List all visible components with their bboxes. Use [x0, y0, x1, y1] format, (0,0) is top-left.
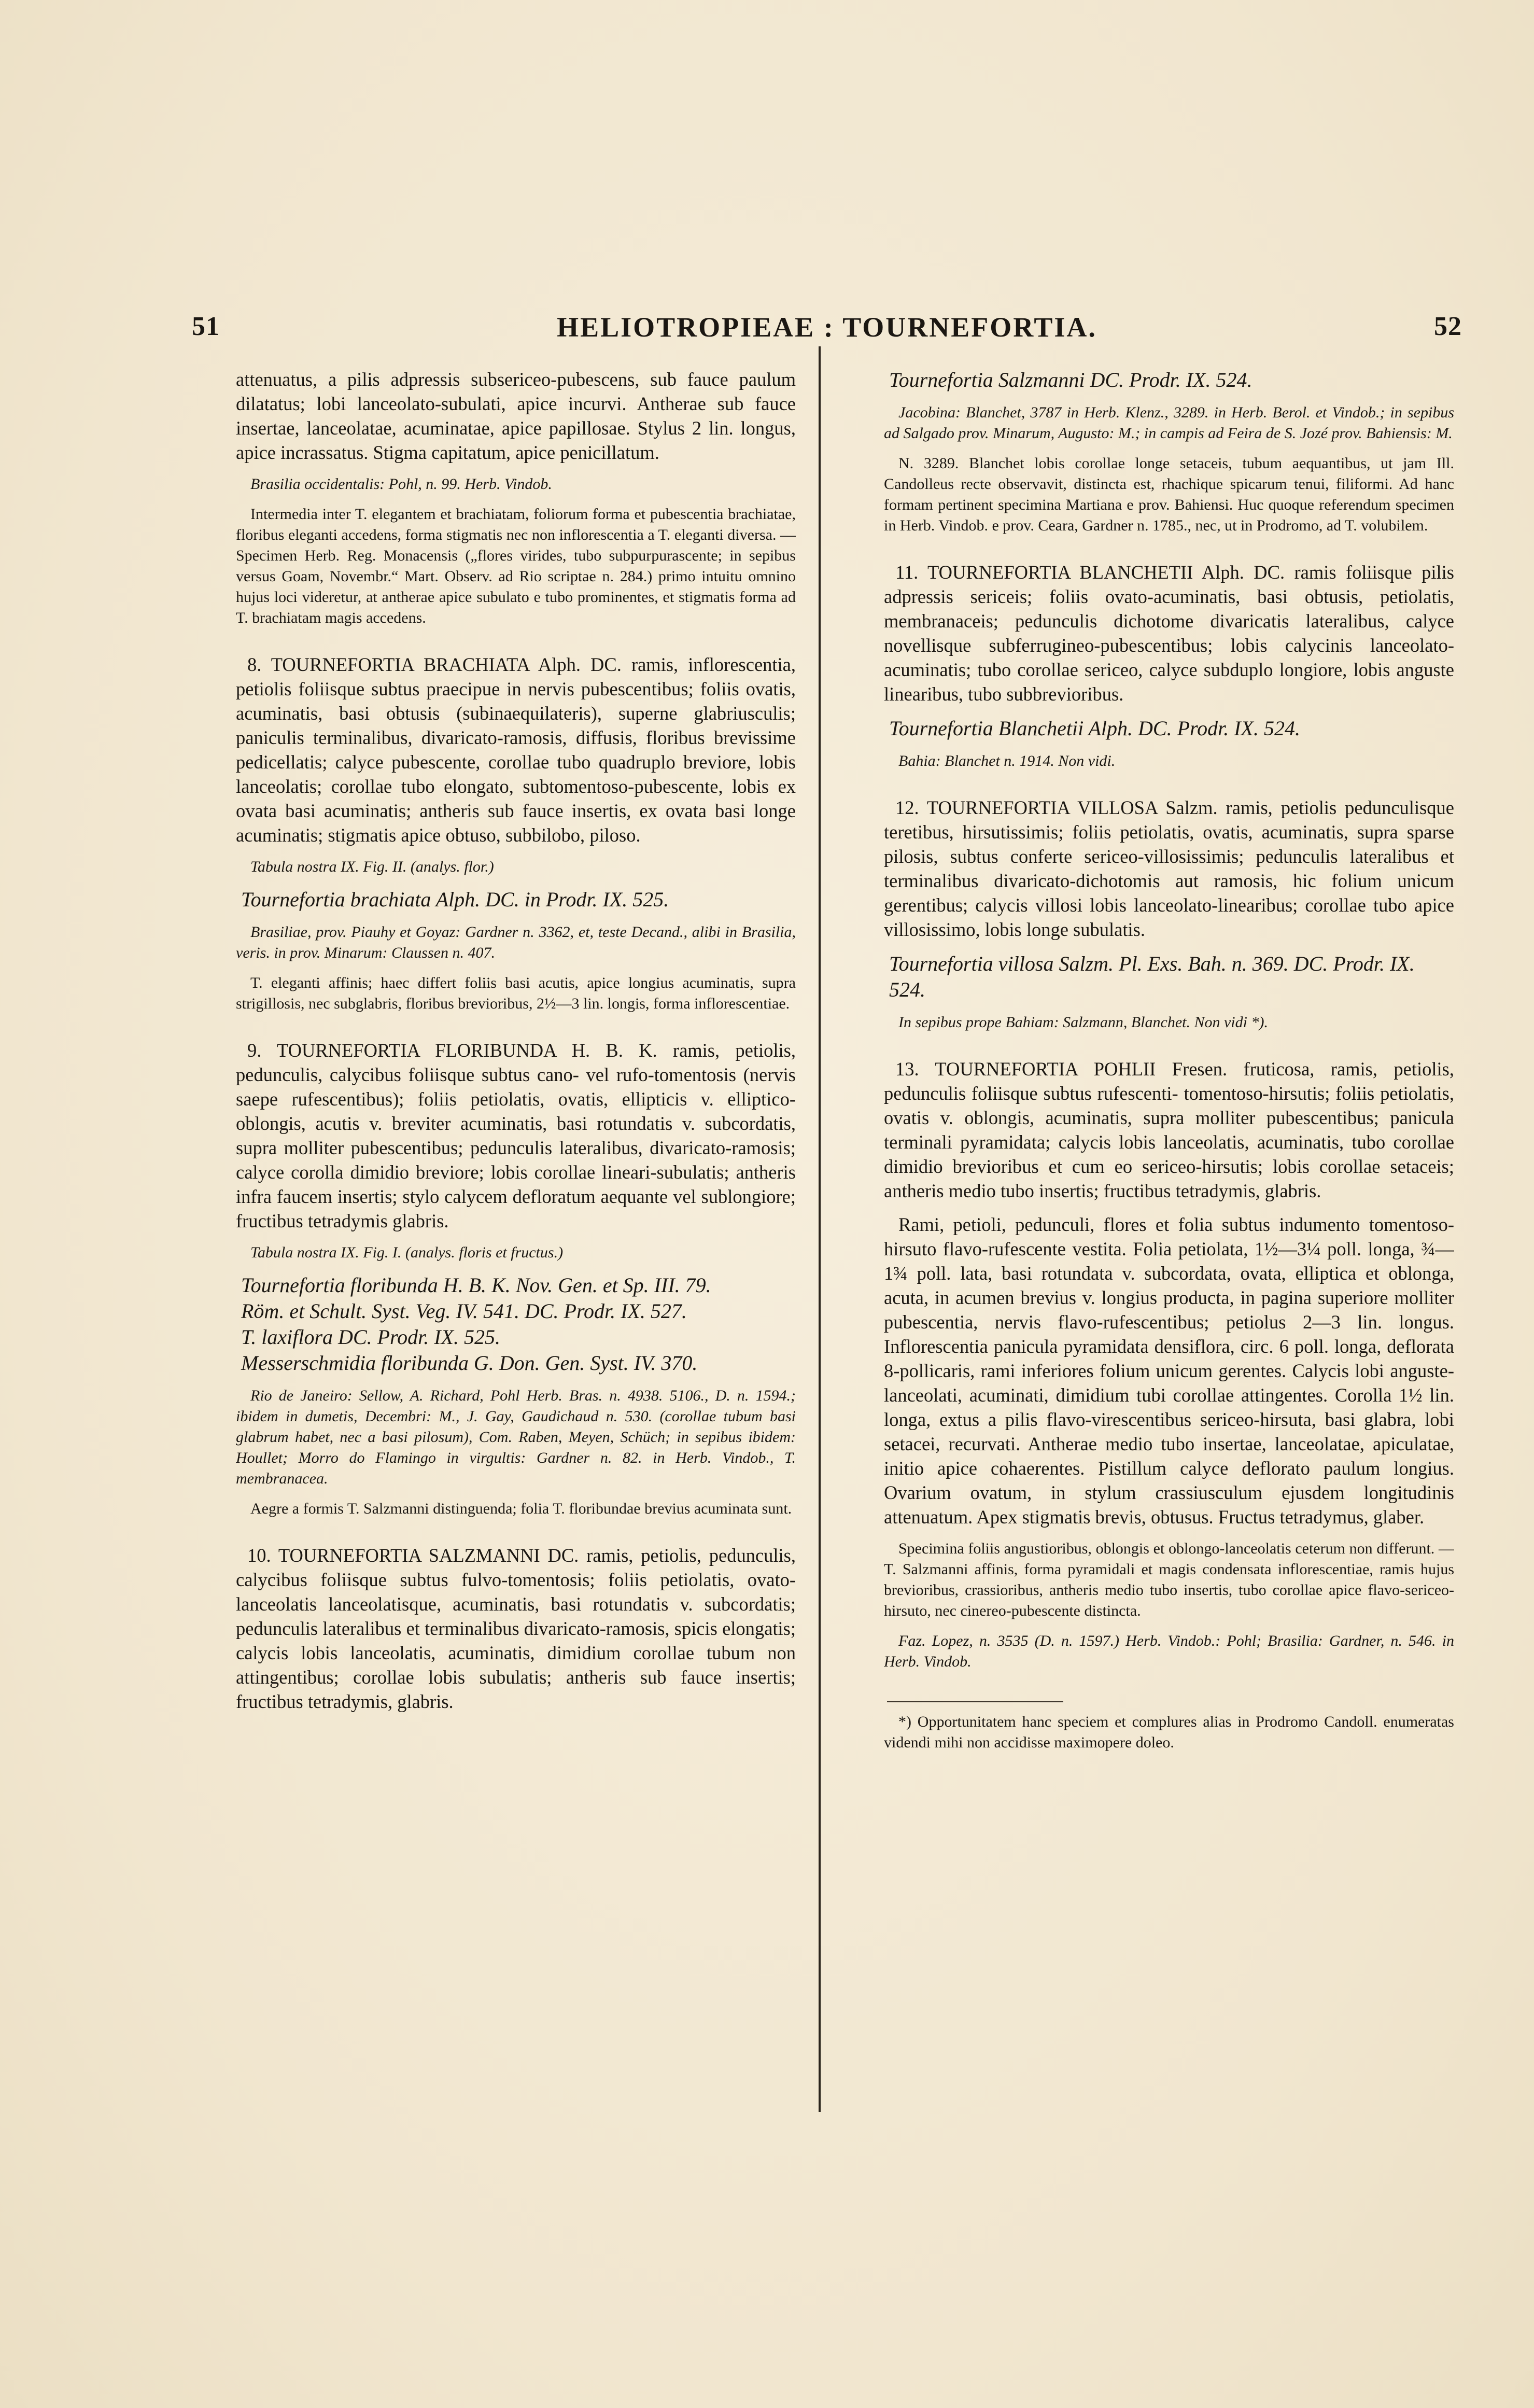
species-diagnosis: 10. TOURNEFORTIA SALZMANNI DC. ramis, petiolis, pedunculis, calycibus foliisque subtus fulvo-tomentosis; foliis petiolatis, ovato-lanceolatis lanceolatisque, acuminatis, basi rotundatis v. subcordatis; pedunculis lateralibus et terminalibus divaricato-ramosis, spicis elongatis; calycis lobis lanceolatis, acuminatis, dimidium corollae tubum non attingentibus; corollae lobis subulatis; antheris sub fauce insertis; fructibus tetradymis, glabris. [236, 1545, 796, 1712]
species-diagnosis: 12. TOURNEFORTIA VILLOSA Salzm. ramis, petiolis pedunculisque teretibus, hirsutissimis; foliis petiolatis, ovatis, acuminatis, supra sparse pilosis, subtus conferte sericeo-villosissimis; pedunculis lateralibus et terminalibus divaricato-dichotomis aut ramosis, hic folium unicum gerentibus; calycis villosi lobis lanceolato-linearibus; corollae tubo apice villosissimo, lobis longe subulatis. [884, 797, 1454, 940]
species-diagnosis: 13. TOURNEFORTIA POHLII Fresen. fruticosa, ramis, petiolis, pedunculis foliisque subtus rufescenti- tomentoso-hirsutis; foliis petiolatis, ovatis v. oblongis, acuminatis, supra molliter pubescentibus; panicula terminali pyramidata; calycis lobis lanceolatis, acuminatis, tubo corollae dimidio brevioribus et cum eo sericeo-hirsutis; lobis corollae setaceis; antheris medio tubo insertis; fructibus tetradymis, glabris. [884, 1058, 1454, 1201]
species-entry-11 [884, 560, 1454, 772]
synonym-citation: Röm. et Schult. Syst. Veg. IV. 541. DC. Prodr. IX. 527. [241, 1299, 687, 1323]
species-note: Aegre a formis T. Salzmanni distinguenda; folia T. floribundae brevius acuminata sunt. [250, 1500, 792, 1517]
intro-locality: Brasilia occidentalis: Pohl, n. 99. Herb. Vindob. [250, 475, 552, 493]
species-locality: Jacobina: Blanchet, 3787 in Herb. Klenz., 3289. in Herb. Berol. et Vindob.; in sepibus ad Salgado prov. Minarum, Augusto: M.; in campis ad Feira de S. Jozé prov. Bahiensis: M. [884, 404, 1454, 442]
species-locality: Rio de Janeiro: Sellow, A. Richard, Pohl Herb. Bras. n. 4938. 5106., D. n. 1594.; ibidem in dumetis, Decembri: M., J. Gay, Gaudichaud n. 530. (corollae tubum basi glabrum habet, nec a basi pilosum), Com. Raben, Meyen, Schüch; in sepibus ibidem: Houllet; Morro do Flamingo in virgultis: Gardner n. 82. in Herb. Vindob., T. membranacea. [236, 1387, 796, 1487]
synonym-citation: Messerschmidia floribunda G. Don. Gen. Syst. IV. 370. [241, 1351, 698, 1375]
species-note: Specimina foliis angustioribus, oblongis et oblongo-lanceolatis ceterum non differunt. — T. Salzmanni affinis, forma pyramidali et magis condensata inflorescentiae, ramis hujus brevioribus, crassioribus, antheris medio tubo insertis, tubo corollae apice flavo-sericeo-hirsuto, nec cinereo-pubescente distincta. [884, 1540, 1454, 1619]
synonym-citation: Tournefortia floribunda H. B. K. Nov. Gen. et Sp. III. 79. [241, 1273, 711, 1297]
footnote: *) Opportunitatem hanc speciem et complures alias in Prodromo Candoll. enumeratas videndi mihi non accidisse maximopere doleo. [884, 1713, 1454, 1751]
species-diagnosis: 11. TOURNEFORTIA BLANCHETII Alph. DC. ramis foliisque pilis adpressis sericeis; foliis ovato-acuminatis, basi obtusis, petiolatis, membranaceis; pedunculis dichotome divaricatis lateralibus, calyce novellisque subferrugineo-pubescentibus; lobis calycinis lanceolato-acuminatis; tubo corollae sericeo, calyce subduplo longiore, lobis anguste linearibus, tubo subbrevioribus. [884, 562, 1454, 705]
left-page-number: 51 [192, 312, 220, 341]
species-locality: Bahia: Blanchet n. 1914. Non vidi. [898, 752, 1116, 769]
plate-reference: Tabula nostra IX. Fig. I. (analys. floris et fructus.) [250, 1244, 564, 1261]
species-description: Rami, petioli, pedunculi, flores et folia subtus indumento tomentoso-hirsuto flavo-rufescente vestita. Folia petiolata, 1½—3¼ poll. longa, ¾—1¾ poll. lata, basi rotundata v. subcordata, ovata, elliptica et oblonga, acuta, in acumen brevius v. longius producta, in pagina superiore molliter pubescentia, nervis flavo-rufescentibus; petiolus 2—3 lin. longus. Inflorescentia panicula pyramidata densiflora, circ. 6 poll. longa, deflorata 8-pollicaris, rami inferiores folium unicum gerentes. Calycis lobi anguste-lanceolati, acuminati, dimidium tubi corollae attingentes. Corolla 1½ lin. longa, extus a pilis flavo-virescentibus sericeo-hirsuta, basi glabra, lobi setacei, recurvati. Antherae medio tubo insertae, lanceolatae, apiculatae, initio apice cohaerentes. Pistillum calyce deflorato paulum longius. Ovarium ovatum, in stylum crassiusculum ejusdem longitudinis attenuatum. Apex stigmatis brevis, obtusus. Fructus tetradymus, glaber. [884, 1214, 1454, 1528]
page-header [192, 311, 1462, 347]
species-entry-10 [236, 1543, 796, 1714]
plate-reference: Tabula nostra IX. Fig. II. (analys. flor.) [250, 858, 494, 875]
left-column [236, 367, 796, 2130]
species-entry-13 [884, 1057, 1454, 1672]
species-diagnosis: 8. TOURNEFORTIA BRACHIATA Alph. DC. ramis, inflorescentia, petiolis foliisque subtus praecipue in nervis pubescentibus; foliis ovatis, acuminatis, basi obtusis (subinaequilateris), superne glabriusculis; paniculis terminalibus, divaricato-ramosis, diffusis, floribus brevissime pedicellatis; calyce pubescente, corollae tubo quadruplo breviore, lobis lanceolatis; corollae tubo elongato, subtomentoso-pubescente, lobis ex ovata basi acuminatis; antheris sub fauce insertis, ex ovata basi longe acuminatis; stigmatis apice obtuso, subbilobo, piloso. [236, 654, 796, 846]
intro-note: Intermedia inter T. elegantem et brachiatam, foliorum forma et pubescentia brachiatae, floribus eleganti accedens, forma stigmatis nec non inflorescentia a T. eleganti diversa. — Specimen Herb. Reg. Monacensis („flores virides, tubo subpurpurascente; in sepibus versus Goam, Novembr.“ Mart. Observ. ad Rio scriptae n. 284.) primo intuitu omnino hujus loci videretur, at antherae apice subulato e tubo prominentes, et stigmatis forma ad T. brachiatam magis accedens. [236, 506, 796, 626]
right-page-number: 52 [1434, 312, 1462, 341]
synonym-citation: Tournefortia Salzmanni DC. Prodr. IX. 524. [889, 368, 1252, 391]
intro-description: attenuatus, a pilis adpressis subsericeo-pubescens, sub fauce paulum dilatatus; lobi lanceolato-subulati, apice incurvi. Antherae sub fauce insertae, lanceolatae, acuminatae, apice papillosae. Stylus 2 lin. longus, apice incrassatus. Stigma capitatum, apice penicillatum. [236, 369, 796, 463]
running-title: HELIOTROPIEAE : TOURNEFORTIA. [557, 312, 1097, 343]
synonym-citation: Tournefortia Blanchetii Alph. DC. Prodr. IX. 524. [889, 717, 1300, 740]
species-entry-8 [236, 652, 796, 1014]
column-divider [819, 346, 821, 2112]
synonym-citation: Tournefortia brachiata Alph. DC. in Prodr. IX. 525. [241, 888, 669, 911]
species-locality: In sepibus prope Bahiam: Salzmann, Blanchet. Non vidi *). [898, 1014, 1268, 1031]
species-locality: Faz. Lopez, n. 3535 (D. n. 1597.) Herb. Vindob.: Pohl; Brasilia: Gardner, n. 546. in Herb. Vindob. [884, 1632, 1454, 1670]
footnote-rule [887, 1701, 1063, 1702]
synonym-citation: T. laxiflora DC. Prodr. IX. 525. [241, 1325, 501, 1349]
species-note: T. eleganti affinis; haec differt foliis basi acutis, apice longius acuminatis, supra strigillosis, nec subglabris, floribus brevioribus, 2½—3 lin. longis, forma inflorescentiae. [236, 974, 796, 1012]
right-column [884, 367, 1454, 2130]
species-locality: Brasiliae, prov. Piauhy et Goyaz: Gardner n. 3362, et, teste Decand., alibi in Brasilia, veris. in prov. Minarum: Claussen n. 407. [236, 923, 796, 961]
species-entry-9 [236, 1038, 796, 1519]
species-note: N. 3289. Blanchet lobis corollae longe setaceis, tubum aequantibus, ut jam Ill. Candolleus recte observavit, distincta est, rhachique spicarum tenui, filiformi. Ad hanc formam pertinent specimina Martiana e prov. Bahiensi. Huc quoque referendum specimen in Herb. Vindob. e prov. Ceara, Gardner n. 1785., nec, ut in Prodromo, ad T. volubilem. [884, 455, 1454, 534]
synonym-citation: Tournefortia villosa Salzm. Pl. Exs. Bah. n. 369. DC. Prodr. IX. 524. [889, 952, 1415, 1001]
species-diagnosis: 9. TOURNEFORTIA FLORIBUNDA H. B. K. ramis, petiolis, pedunculis, calycibus foliisque subtus cano- vel rufo-tomentosis (nervis saepe rufescentibus); foliis petiolatis, ovatis, ellipticis v. elliptico-oblongis, acutis v. breviter acuminatis, basi rotundatis v. subcordatis, supra molliter pubescentibus; pedunculis lateralibus, divaricato-ramosis; calyce corolla dimidio breviore; lobis corollae lineari-subulatis; antheris infra faucem insertis; stylo calycem defloratum aequante vel sublongiore; fructibus tetradymis glabris. [236, 1040, 796, 1231]
species-entry-12 [884, 795, 1454, 1033]
